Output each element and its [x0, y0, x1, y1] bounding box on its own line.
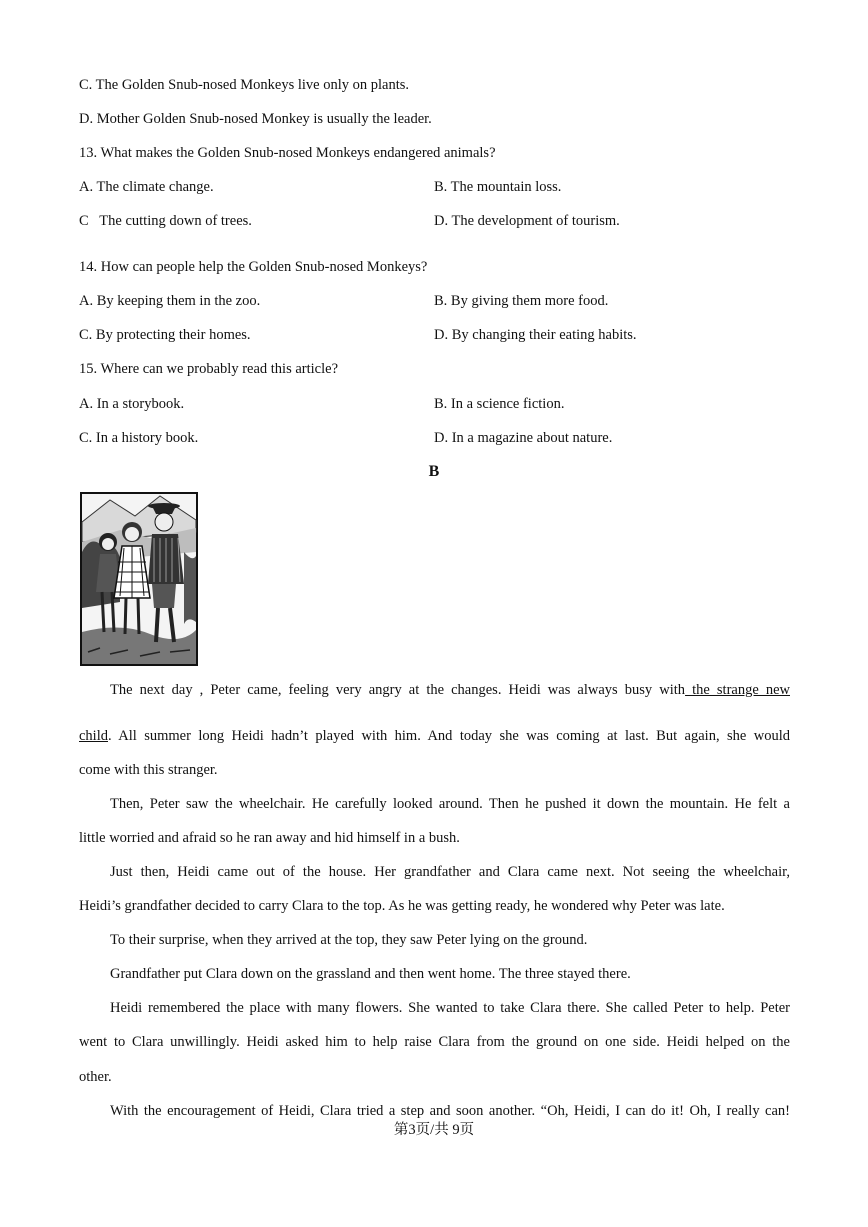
q15-option-c: C. In a history book. [79, 430, 199, 446]
passage-p3-line1: Just then, Heidi came out of the house. Her grandfather and Clara came next. Not seeing the wheelchair, [110, 864, 790, 880]
q15-option-b: B. In a science fiction. [434, 396, 565, 412]
q14-option-d: D. By changing their eating habits. [434, 327, 637, 343]
passage-p5: Grandfather put Clara down on the grassland and then went home. The three stayed there. [110, 966, 631, 982]
q12-option-d: D. Mother Golden Snub-nosed Monkey is usually the leader. [79, 111, 432, 127]
underlined-phrase-strange-new: the strange new [685, 682, 790, 698]
passage-p2-line2: little worried and afraid so he ran away and hid himself in a bush. [79, 830, 460, 846]
q13-option-c: C The cutting down of trees. [79, 213, 252, 229]
q14-stem: 14. How can people help the Golden Snub-nosed Monkeys? [79, 259, 428, 275]
q14-option-a: A. By keeping them in the zoo. [79, 293, 261, 309]
passage-p1-line1: The next day , Peter came, feeling very angry at the changes. Heidi was always busy with the strange new [110, 682, 790, 698]
passage-p3-line2: Heidi’s grandfather decided to carry Clara to the top. As he was getting ready, he wondered why Peter was late. [79, 898, 725, 914]
illustration-three-children-icon [80, 492, 198, 666]
page-number: 第3页/共 9页 [393, 1122, 475, 1138]
passage-p6-line1: Heidi remembered the place with many flowers. She wanted to take Clara there. She called Peter to help. Peter [110, 1000, 790, 1016]
section-b-heading: B [428, 463, 440, 480]
q15-option-a: A. In a storybook. [79, 396, 185, 412]
passage-p1-line3: come with this stranger. [79, 762, 218, 778]
q13-option-d: D. The development of tourism. [434, 213, 620, 229]
underlined-word-child: child [79, 728, 108, 744]
q13-option-a: A. The climate change. [79, 179, 214, 195]
passage-p2-line1: Then, Peter saw the wheelchair. He carefully looked around. Then he pushed it down the mountain. He felt a [110, 796, 790, 812]
q15-option-d: D. In a magazine about nature. [434, 430, 613, 446]
q15-stem: 15. Where can we probably read this article? [79, 361, 339, 377]
q14-option-b: B. By giving them more food. [434, 293, 609, 309]
q13-option-b: B. The mountain loss. [434, 179, 562, 195]
passage-p6-line3: other. [79, 1069, 112, 1085]
passage-p4: To their surprise, when they arrived at the top, they saw Peter lying on the ground. [110, 932, 588, 948]
passage-p6-line2: went to Clara unwillingly. Heidi asked him to help raise Clara from the ground on one side. Heidi helped on the [79, 1034, 790, 1050]
q14-option-c: C. By protecting their homes. [79, 327, 251, 343]
q12-option-c: C. The Golden Snub-nosed Monkeys live only on plants. [79, 77, 409, 93]
passage-p7-line1: With the encouragement of Heidi, Clara tried a step and soon another. “Oh, Heidi, I can do it! Oh, I really can! [110, 1103, 790, 1119]
passage-p1-line2: child. All summer long Heidi hadn’t played with him. And today she was coming at last. But again, she would [79, 728, 790, 744]
q13-stem: 13. What makes the Golden Snub-nosed Monkeys endangered animals? [79, 145, 496, 161]
